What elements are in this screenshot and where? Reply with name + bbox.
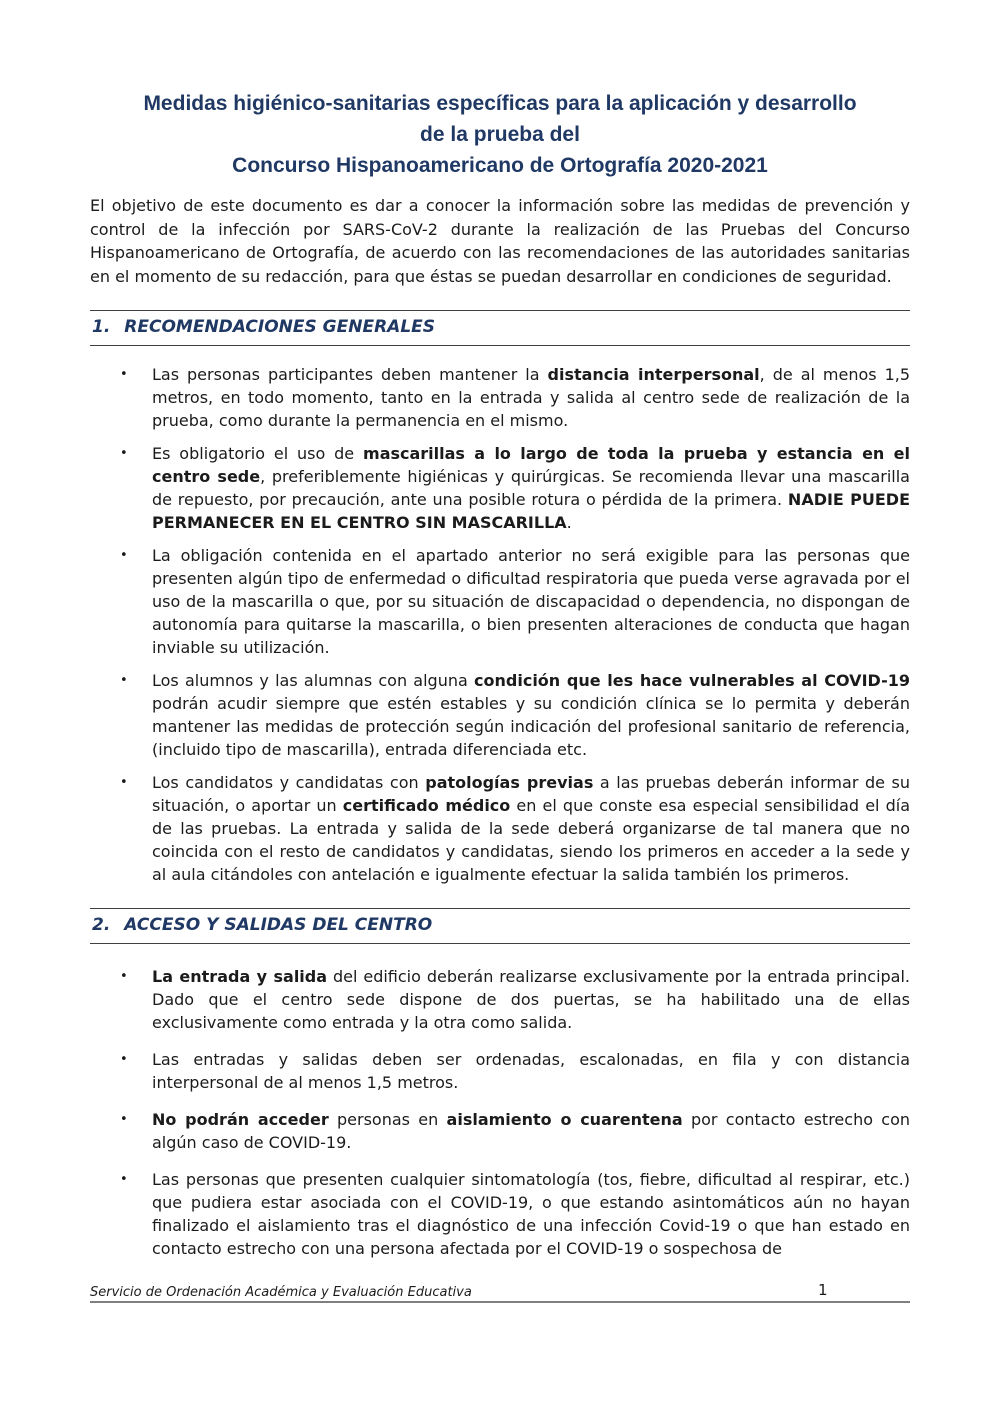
section-title: ACCESO Y SALIDAS DEL CENTRO	[124, 915, 433, 935]
footer-service-name: Servicio de Ordenación Académica y Evaluación Educativa	[90, 1285, 472, 1300]
page-number: 1	[818, 1281, 828, 1299]
bullet-item	[120, 1168, 910, 1260]
bullet-marker-icon: •	[120, 673, 128, 688]
footer-rule	[90, 1301, 910, 1303]
bullet-item	[120, 1048, 910, 1094]
section-acceso-y-salidas	[90, 908, 910, 1260]
bullet-text: Es obligatorio el uso de mascarillas a lo largo de toda la prueba y estancia en el centro sede, preferiblemente higiénicas y quirúrgicas. Se recomienda llevar una mascarilla de repuesto, por precaución, ante una posible rotura o pérdida de la primera. NADIE PUEDE PERMANECER EN EL CENTRO SIN MASCARILLA.	[152, 444, 910, 532]
bullet-text: La entrada y salida del edificio deberán realizarse exclusivamente por la entrada principal. Dado que el centro sede dispone de dos puertas, se ha habilitado una de ellas exclusivamente como entrada y la otra como salida.	[152, 967, 911, 1032]
intro-paragraph: El objetivo de este documento es dar a conocer la información sobre las medidas de prevención y control de la infección por SARS-CoV-2 durante la realización de las Pruebas del Concurso Hispanoamericano de Ortografía, de acuerdo con las recomendaciones de las autoridades sanitarias en el momento de su redacción, para que éstas se puedan desarrollar en condiciones de seguridad.	[90, 196, 910, 286]
bullet-item	[120, 669, 910, 761]
title-line-1: Medidas higiénico-sanitarias específicas para la aplicación y desarrollo	[143, 92, 857, 115]
section-bullets	[90, 965, 910, 1260]
bullet-marker-icon: •	[120, 446, 128, 461]
title-line-3: Concurso Hispanoamericano de Ortografía 2020-2021	[232, 154, 768, 177]
bullet-item	[120, 771, 910, 886]
bullet-text: Las personas que presenten cualquier sintomatología (tos, fiebre, dificultad al respirar, etc.) que pudiera estar asociada con el COVID-19, o que estando asintomáticos aún no hayan finalizado el aislamiento tras el diagnóstico de una infección Covid-19 o que han estado en contacto estrecho con una persona afectada por el COVID-19 o sospechosa de	[152, 1170, 910, 1258]
bullet-marker-icon: •	[120, 775, 128, 790]
bullet-text: La obligación contenida en el apartado anterior no será exigible para las personas que presenten algún tipo de enfermedad o dificultad respiratoria que pueda verse agravada por el uso de la mascarilla o que, por su situación de discapacidad o dependencia, no dispongan de autonomía para quitarse la mascarilla, o bien presenten alteraciones de conducta que hagan inviable su utilización.	[152, 546, 910, 657]
bullet-marker-icon: •	[120, 1112, 128, 1127]
document-title	[90, 88, 910, 181]
bullet-marker-icon: •	[120, 548, 128, 563]
section-recomendaciones-generales	[90, 310, 910, 886]
page-footer	[90, 1281, 910, 1303]
bullet-text: Las entradas y salidas deben ser ordenadas, escalonadas, en fila y con distancia interpersonal de al menos 1,5 metros.	[152, 1050, 910, 1092]
bullet-item	[120, 1108, 910, 1154]
bullet-text: Las personas participantes deben mantener la distancia interpersonal, de al menos 1,5 metros, en todo momento, tanto en la entrada y salida al centro sede de realización de la prueba, como durante la permanencia en el mismo.	[152, 365, 911, 430]
section-title: RECOMENDACIONES GENERALES	[124, 317, 436, 337]
bullet-item	[120, 965, 910, 1034]
section-number: 2.	[92, 915, 111, 935]
section-heading	[90, 310, 910, 346]
footer-row	[90, 1281, 910, 1299]
bullet-text: Los alumnos y las alumnas con alguna condición que les hace vulnerables al COVID-19 podrán acudir siempre que estén estables y su condición clínica se lo permita y deberán mantener las medidas de protección según indicación del profesional sanitario de referencia, (incluido tipo de mascarilla), entrada diferenciada etc.	[152, 671, 911, 759]
bullet-marker-icon: •	[120, 969, 128, 984]
bullet-marker-icon: •	[120, 367, 128, 382]
title-line-2: de la prueba del	[420, 123, 580, 146]
section-number: 1.	[92, 317, 111, 337]
section-bullets	[90, 363, 910, 886]
bullet-marker-icon: •	[120, 1052, 128, 1067]
bullet-item	[120, 363, 910, 432]
bullet-item	[120, 442, 910, 534]
document-page	[90, 0, 910, 1274]
bullet-text: No podrán acceder personas en aislamiento o cuarentena por contacto estrecho con algún caso de COVID-19.	[152, 1110, 911, 1152]
bullet-marker-icon: •	[120, 1172, 128, 1187]
section-heading	[90, 908, 910, 944]
bullet-item	[120, 544, 910, 659]
bullet-text: Los candidatos y candidatas con patologías previas a las pruebas deberán informar de su situación, o aportar un certificado médico en el que conste esa especial sensibilidad el día de las pruebas. La entrada y salida de la sede deberá organizarse de tal manera que no coincida con el resto de candidatos y candidatas, siendo los primeros en acceder a la sede y al aula citándoles con antelación e igualmente efectuar la salida también los primeros.	[152, 773, 911, 884]
